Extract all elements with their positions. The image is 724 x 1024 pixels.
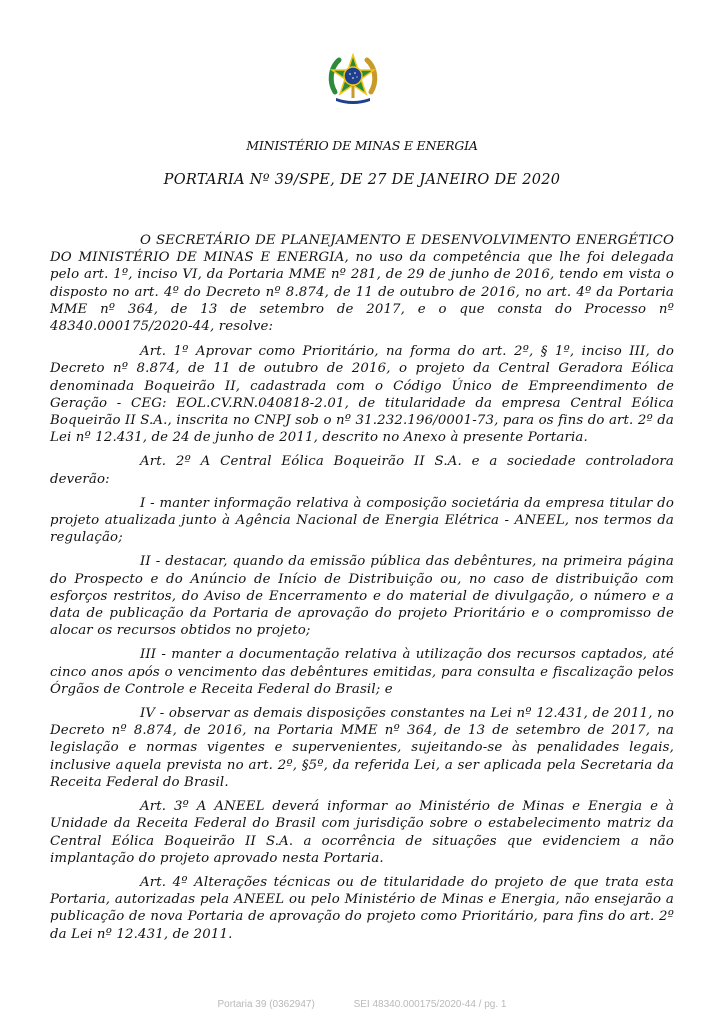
article-3-paragraph: Art. 3º A ANEEL deverá informar ao Ministério de Minas e Energia e à Unidade da Receita Federal do Brasil com jurisdição sobre o estabelecimento matriz da Central Eólica Boqueirão II S.A. a ocorrência de situações que evidenciem a não implantação do projeto aprovado nesta Portaria. [50, 799, 674, 866]
article-1-paragraph: Art. 1º Aprovar como Prioritário, na forma do art. 2º, § 1º, inciso III, do Decreto nº 8.874, de 11 de outubro de 2016, o projeto da Central Geradora Eólica denominada Boqueirão II, cadastrada com o Código Único de Empreendimento de Geração - CEG: EOL.CV.RN.040818-2.01, de titularidade da empresa Central Eólica Boqueirão II S.A., inscrita no CNPJ sob o nº 31.232.196/0001-73, para os fins do art. 2º da Lei nº 12.431, de 24 de junho de 2011, descrito no Anexo à presente Portaria. [50, 344, 674, 446]
ministry-name: MINISTÉRIO DE MINAS E ENERGIA [246, 138, 478, 153]
article-2-item-iv: IV - observar as demais disposições constantes na Lei nº 12.431, de 2011, no Decreto nº 8.874, de 2016, na Portaria MME nº 364, de 13 de setembro de 2017, na legislação e normas vigentes e supervenientes, sujeitando-se às penalidades legais, inclusive aquela prevista no art. 2º, §5º, da referida Lei, a ser aplicada pela Secretaria da Receita Federal do Brasil. [50, 706, 674, 790]
article-2-item-i: I - manter informação relativa à composição societária da empresa titular do projeto atualizada junto à Agência Nacional de Energia Elétrica - ANEEL, nos termos da regulação; [50, 495, 674, 546]
article-2-item-iii: III - manter a documentação relativa à utilização dos recursos captados, até cinco anos após o vencimento das debêntures emitidas, para consulta e fiscalização pelos Órgãos de Controle e Receita Federal do Brasil; e [50, 647, 674, 697]
brazil-coat-of-arms-icon [326, 52, 380, 106]
footer-sei-ref: SEI 48340.000175/2020-44 / pg. 1 [353, 999, 507, 1010]
portaria-title: PORTARIA Nº 39/SPE, DE 27 DE JANEIRO DE 2020 [163, 172, 561, 188]
preamble-paragraph: O SECRETÁRIO DE PLANEJAMENTO E DESENVOLVIMENTO ENERGÉTICO DO MINISTÉRIO DE MINAS E ENERGIA, no uso da competência que lhe foi delegada pelo art. 1º, inciso VI, da Portaria MME nº 281, de 29 de junho de 2016, tendo em vista o disposto no art. 4º do Decreto nº 8.874, de 11 de outubro de 2016, no art. 4º da Portaria MME nº 364, de 13 de setembro de 2017, e o que consta do Processo nº 48340.000175/2020-44, resolve: [50, 233, 674, 335]
article-2-item-ii: II - destacar, quando da emissão pública das debêntures, na primeira página do Prospecto e do Anúncio de Início de Distribuição ou, no caso de distribuição com esforços restritos, do Aviso de Encerramento e do material de divulgação, o número e a data de publicação da Portaria de aprovação do projeto Prioritário e o compromisso de alocar os recursos obtidos no projeto; [50, 554, 674, 639]
article-2-paragraph: Art. 2º A Central Eólica Boqueirão II S.A. e a sociedade controladora deverão: [50, 454, 674, 487]
document-body [50, 232, 674, 950]
footer-doc-ref: Portaria 39 (0362947) [217, 999, 315, 1010]
page-footer [0, 999, 724, 1010]
article-4-paragraph: Art. 4º Alterações técnicas ou de titularidade do projeto de que trata esta Portaria, autorizadas pela ANEEL ou pelo Ministério de Minas e Energia, não ensejarão a publicação de nova Portaria de aprovação do projeto como Prioritário, para fins do art. 2º da Lei nº 12.431, de 2011. [50, 874, 674, 942]
